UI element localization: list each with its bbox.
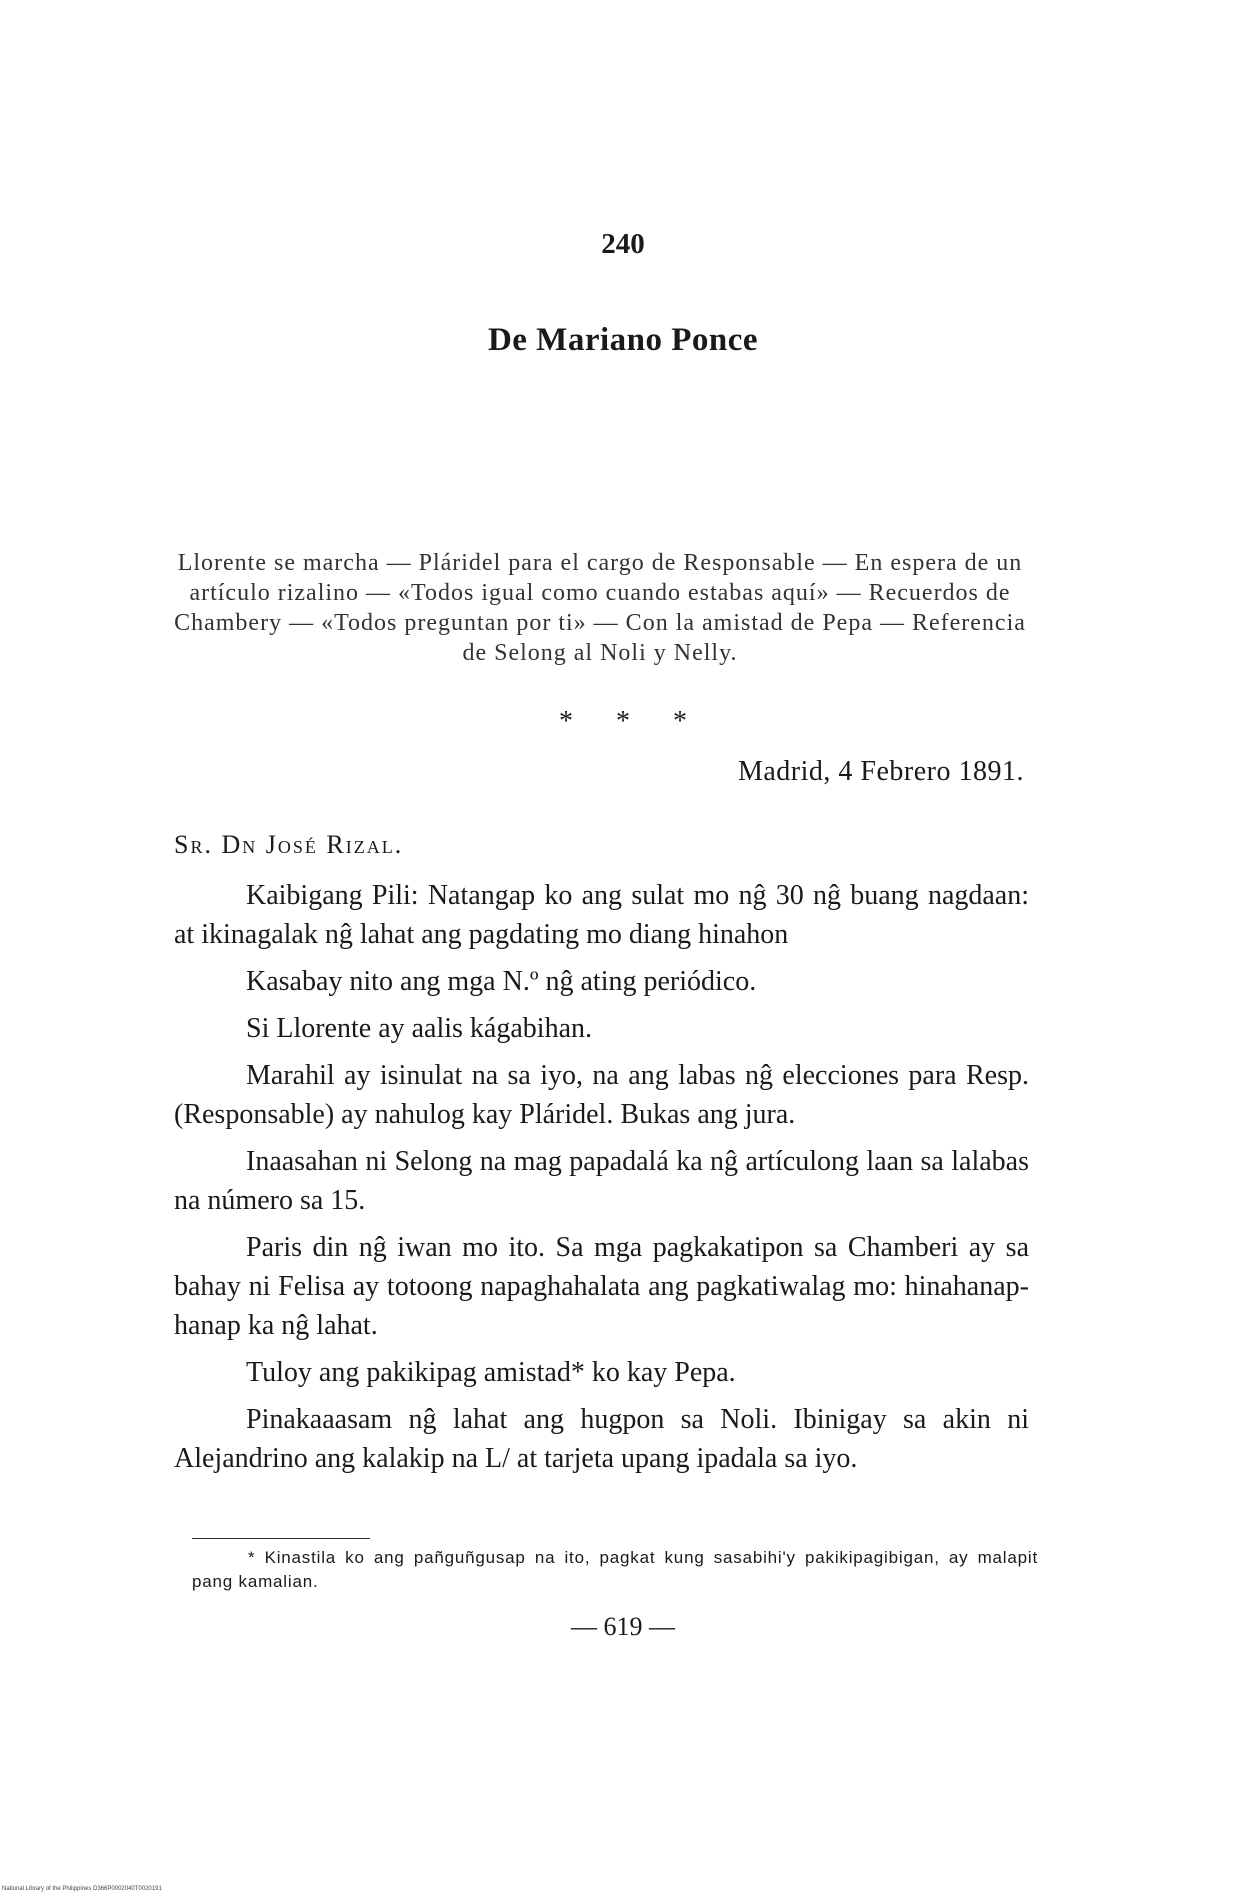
- section-separator: * * *: [559, 706, 687, 737]
- dateline: Madrid, 4 Febrero 1891.: [737, 756, 1024, 787]
- letter-body: [174, 876, 1029, 1486]
- footnote: [192, 1546, 1038, 1594]
- letter-summary: Llorente se marcha — Pláridel para el cargo de Responsable — En espera de un artículo rizalino — «Todos igual como cuando estabas aquí» — Recuerdos de Chambery — «Todos preguntan por ti» — Con la amistad de Pepa — Referencia de Selong al Noli y Nelly.: [174, 550, 1026, 666]
- page-number: — 619 —: [571, 1612, 675, 1641]
- archive-stamp: National Library of the Philippines D366P0002040T0020191: [2, 1886, 162, 1892]
- body-paragraph-5: Inaasahan ni Selong na mag papadalá ka nĝ artículong laan sa lalabas na número sa 15.: [174, 1146, 1029, 1216]
- body-paragraph-8: Pinakaaasam nĝ lahat ang hugpon sa Noli. Ibinigay sa akin ni Alejandrino ang kalakip na L/ at tarjeta upang ipadala sa iyo.: [174, 1404, 1029, 1474]
- salutation: Sr. Dn José Rizal.: [174, 830, 404, 859]
- letter-number: 240: [601, 228, 645, 260]
- footnote-divider: [192, 1538, 370, 1539]
- footnote-text: * Kinastila ko ang pañguñgusap na ito, pagkat kung sasabihi'y pakikipagibigan, ay malapit pang kamalian.: [192, 1548, 1038, 1591]
- body-paragraph-4: Marahil ay isinulat na sa iyo, na ang labas nĝ elecciones para Resp. (Responsable) ay nahulog kay Pláridel. Bukas ang jura.: [174, 1060, 1029, 1130]
- body-paragraph-2: Kasabay nito ang mga N.º nĝ ating periódico.: [246, 966, 757, 997]
- body-paragraph-1: Kaibigang Pili: Natangap ko ang sulat mo nĝ 30 nĝ buang nagdaan: at ikinagalak nĝ lahat ang pagdating mo diang hinahon: [174, 880, 1029, 950]
- body-paragraph-6: Paris din nĝ iwan mo ito. Sa mga pagkakatipon sa Chamberi ay sa bahay ni Felisa ay totoong napaghahalata ang pagkatiwalag mo: hinahanap-hanap ka nĝ lahat.: [174, 1232, 1029, 1341]
- body-paragraph-3: Si Llorente ay aalis kágabihan.: [246, 1013, 592, 1044]
- body-paragraph-7: Tuloy ang pakikipag amistad* ko kay Pepa.: [246, 1357, 736, 1388]
- letter-title: De Mariano Ponce: [487, 322, 759, 358]
